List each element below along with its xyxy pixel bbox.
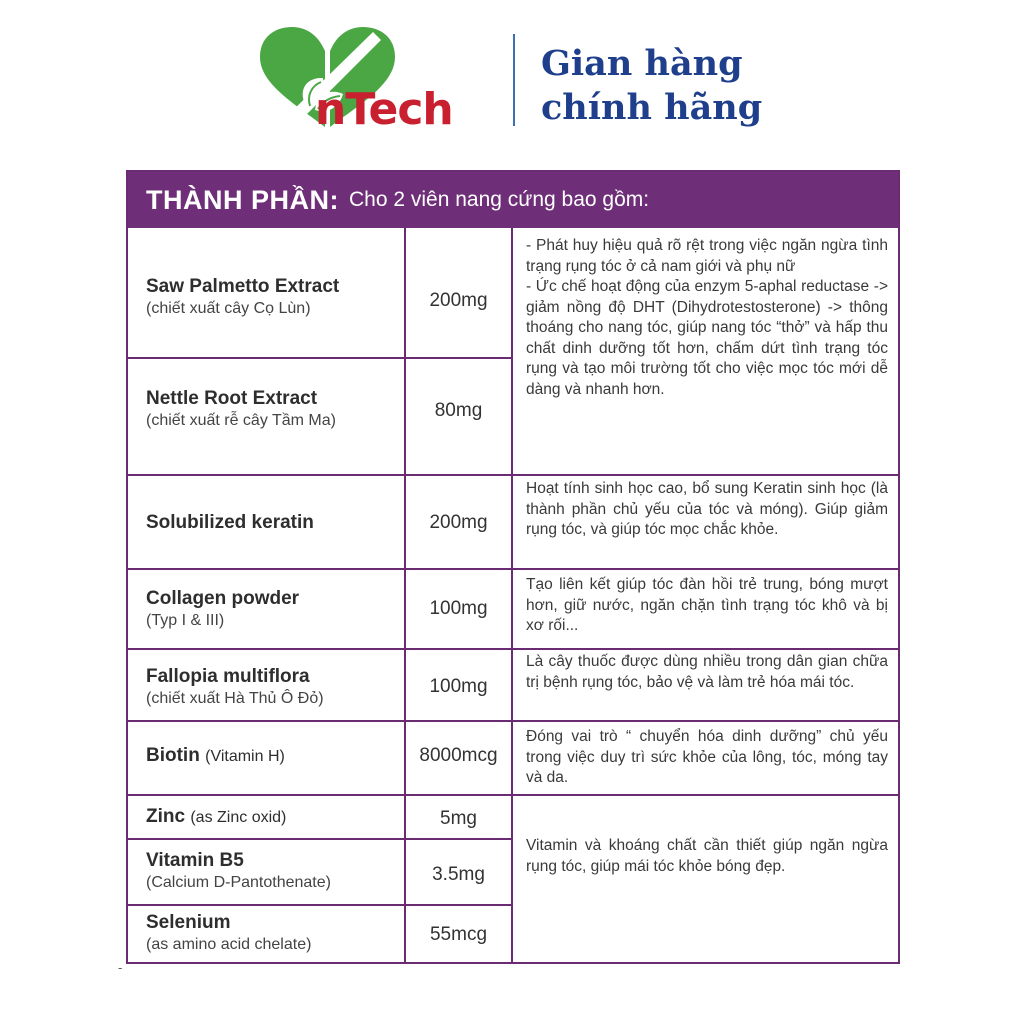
logo-text: nTech — [315, 84, 453, 135]
ingredient-amount: 200mg — [429, 512, 488, 533]
ingredient-name: Fallopia multiflora — [146, 666, 310, 687]
ingredient-amount: 8000mcg — [419, 745, 498, 766]
ingredients-panel — [126, 170, 900, 964]
ingredient-amount: 5mg — [440, 808, 477, 829]
row-divider — [128, 720, 898, 722]
ingredient-name: Selenium — [146, 912, 231, 933]
description-fallopia: Là cây thuốc được dùng nhiều trong dân gian chữa trị bệnh rụng tóc, bảo vệ và làm trẻ hóa mái tóc. — [526, 653, 888, 691]
description-keratin: Hoạt tính sinh học cao, bổ sung Keratin sinh học (là thành phần chủ yếu của tóc và móng). Giúp giảm rụng tóc, và giúp tóc mọc chắc khỏe. — [526, 480, 888, 538]
ingredient-note: (as Zinc oxid) — [190, 809, 287, 826]
panel-title: THÀNH PHẦN: — [146, 184, 339, 215]
table-row-biotin — [146, 745, 406, 767]
ingredient-note: (Typ I & III) — [146, 612, 225, 629]
panel-subtitle: Cho 2 viên nang cứng bao gồm: — [348, 188, 650, 211]
ingredient-name: Nettle Root Extract — [146, 388, 318, 409]
column-divider-2 — [511, 228, 513, 964]
ingredient-amount: 80mg — [434, 400, 483, 421]
ingredient-note: (chiết xuất rễ cây Tầm Ma) — [146, 412, 336, 429]
ingredient-name: Collagen powder — [146, 588, 300, 609]
row-divider — [128, 648, 898, 650]
brand-divider — [513, 34, 515, 126]
table-row-nettle-root — [146, 388, 406, 430]
description-saw-nettle — [526, 236, 888, 400]
table-row-zinc — [146, 806, 406, 828]
ingredient-amount: 55mcg — [429, 924, 488, 945]
ingredient-amount: 3.5mg — [432, 864, 485, 885]
table-row-saw-palmetto — [146, 276, 406, 318]
brand-tagline — [541, 42, 762, 130]
description-paragraph: - Phát huy hiệu quả rõ rệt trong việc ngăn ngừa tình trạng rụng tóc ở cả nam giới và phụ nữ — [526, 237, 888, 275]
table-row-selenium — [146, 912, 406, 954]
row-divider — [128, 794, 898, 796]
ingredient-note: (Vitamin H) — [205, 748, 285, 765]
brand-logo — [255, 22, 505, 134]
row-divider — [128, 838, 513, 840]
ingredient-name: Vitamin B5 — [146, 850, 244, 871]
ingredient-note: (chiết xuất Hà Thủ Ô Đỏ) — [146, 690, 324, 707]
description-minerals: Vitamin và khoáng chất cần thiết giúp ngăn ngừa rụng tóc, giúp mái tóc khỏe bóng đẹp. — [526, 837, 888, 875]
row-divider — [128, 568, 898, 570]
table-row-vitamin-b5 — [146, 850, 406, 892]
description-paragraph: - Ức chế hoạt động của enzym 5-aphal reductase -> giảm nồng độ DHT (Dihydrotestosterone) -> thông thoáng cho nang tóc, giúp nang tóc “thở” và hấp thu chất dinh dưỡng tốt hơn, chấm dứt tình trạng tóc rụng và tạo môi trường tốt cho việc mọc tóc mới dễ dàng và nhanh hơn. — [526, 278, 888, 398]
ingredient-amount: 200mg — [429, 290, 488, 311]
ingredient-name: Zinc — [146, 806, 186, 827]
panel-header — [128, 172, 898, 228]
tagline-line-2: chính hãng — [541, 87, 763, 128]
row-divider — [128, 357, 513, 359]
ingredient-name: Biotin — [146, 745, 200, 766]
ingredient-name: Saw Palmetto Extract — [146, 276, 340, 297]
footnote-mark: - — [118, 961, 123, 975]
ingredient-name: Solubilized keratin — [146, 512, 314, 533]
table-row-fallopia — [146, 666, 406, 708]
ingredient-note: (chiết xuất cây Cọ Lùn) — [146, 300, 311, 317]
row-divider — [128, 904, 513, 906]
table-row-keratin — [146, 512, 406, 534]
description-biotin: Đóng vai trò “ chuyển hóa dinh dưỡng” chủ yếu trong việc duy trì sức khỏe của lông, tóc, móng tay và da. — [526, 728, 888, 786]
tagline-line-1: Gian hàng — [541, 43, 743, 84]
ingredient-amount: 100mg — [429, 598, 488, 619]
description-collagen: Tạo liên kết giúp tóc đàn hồi trẻ trung, bóng mượt hơn, giữ nước, ngăn chặn tình trạng tóc khô và bị xơ rối... — [526, 576, 888, 634]
ingredient-note: (Calcium D-Pantothenate) — [146, 874, 331, 891]
table-row-collagen — [146, 588, 406, 630]
ingredient-amount: 100mg — [429, 676, 488, 697]
ingredient-note: (as amino acid chelate) — [146, 936, 312, 953]
row-divider — [128, 474, 898, 476]
